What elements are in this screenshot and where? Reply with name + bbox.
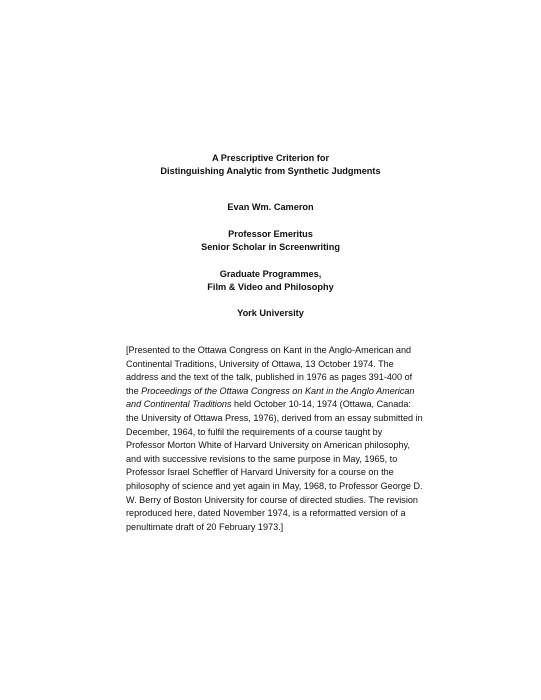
note-line-11: philosophy of science and yet again in May, 1968, to Professor George D. (126, 480, 423, 491)
note-line-13: reproduced here, dated November 1974, is a reformatted version of a (126, 508, 406, 519)
note-line-8: Professor Morton White of Harvard University on American philosophy, (126, 440, 410, 451)
graduate-programmes (0, 268, 541, 293)
title-line-2: Distinguishing Analytic from Synthetic Judgments (160, 165, 381, 176)
proceedings-title-part-1: Proceedings of the Ottawa Congress on Kant in the Anglo American (141, 385, 415, 396)
programmes-line-1: Graduate Programmes, (219, 269, 322, 279)
university-name: York University (237, 308, 304, 318)
note-line-10: Professor Israel Scheffler of Harvard University for a course on the (126, 467, 394, 478)
document-title (0, 152, 541, 177)
author-name: Evan Wm. Cameron (227, 202, 314, 212)
note-line-4 (126, 385, 444, 399)
note-line-5 (126, 398, 444, 412)
publication-note (126, 344, 444, 534)
note-line-6: the University of Ottawa Press, 1976), derived from an essay submitted in (126, 412, 423, 423)
title-line-1: A Prescriptive Criterion for (211, 153, 330, 163)
note-line-3: address and the text of the talk, published in 1976 as pages 391-400 of (126, 372, 413, 383)
note-line-4-prefix: the (126, 385, 142, 396)
author-positions (0, 228, 541, 253)
note-line-1: [Presented to the Ottawa Congress on Kant in the Anglo-American and (126, 345, 412, 355)
position-line-1: Professor Emeritus (228, 229, 313, 239)
note-line-5-suffix: held October 10-14, 1974 (Ottawa, Canada: (231, 399, 411, 410)
note-line-12: W. Berry of Boston University for course of directed studies. The revision (126, 494, 418, 505)
note-line-2: Continental Traditions, University of Ottawa, 13 October 1974. The (126, 358, 394, 369)
proceedings-title-part-2: and Continental Traditions (126, 399, 232, 410)
position-line-2: Senior Scholar in Screenwriting (201, 241, 340, 252)
note-line-7: December, 1964, to fulfil the requirements of a course taught by (126, 426, 383, 437)
note-line-14: penultimate draft of 20 February 1973.] (126, 521, 284, 532)
note-line-9: and with successive revisions to the same purpose in May, 1965, to (126, 453, 398, 464)
programmes-line-2: Film & Video and Philosophy (207, 281, 334, 292)
